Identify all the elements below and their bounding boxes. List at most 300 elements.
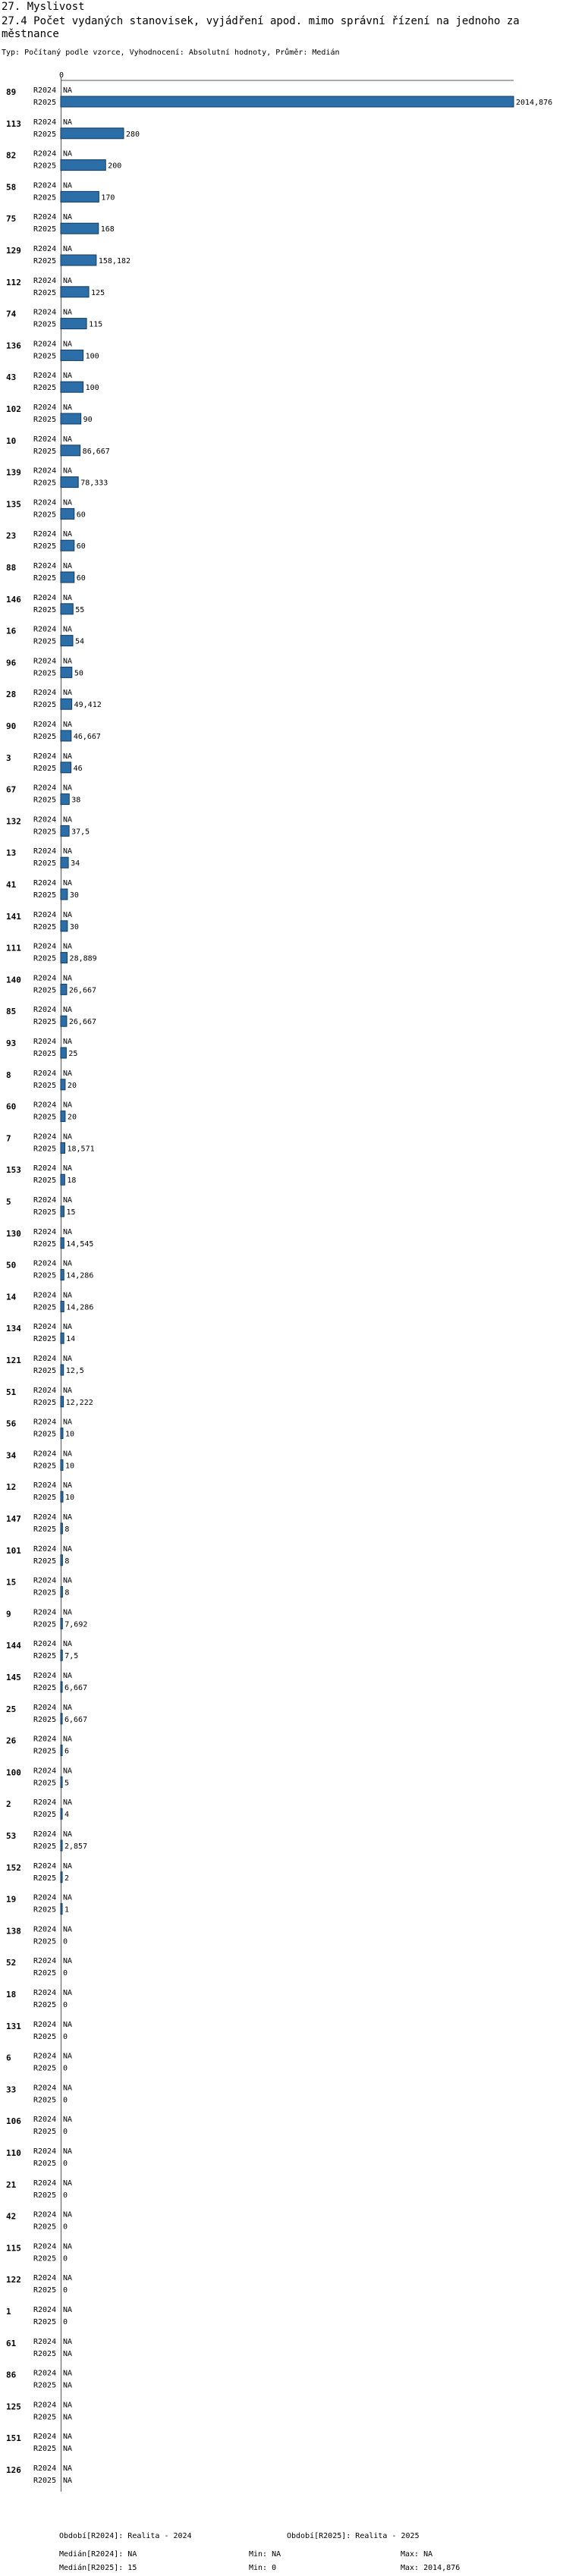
group-label: 153 xyxy=(6,1165,21,1176)
bar-value-label: 0 xyxy=(63,1969,68,1978)
bar-value-label: NA xyxy=(63,784,73,793)
group-label: 89 xyxy=(6,87,17,97)
series-label: R2025 xyxy=(33,922,57,931)
series-label: R2025 xyxy=(33,891,57,900)
series-label: R2025 xyxy=(33,1684,57,1692)
bar-value-label: NA xyxy=(63,1450,73,1459)
series-label: R2025 xyxy=(33,1905,57,1915)
bar-r2025 xyxy=(61,1428,63,1439)
bar-value-label: NA xyxy=(63,910,73,919)
group-label: 126 xyxy=(6,2465,21,2475)
series-label: R2024 xyxy=(33,910,57,919)
bar-value-label: 15 xyxy=(66,1208,76,1217)
series-label: R2025 xyxy=(33,288,57,297)
bar-value-label: NA xyxy=(63,1989,73,1997)
series-label: R2025 xyxy=(33,1588,57,1597)
series-label: R2025 xyxy=(33,2032,57,2041)
series-label: R2024 xyxy=(33,689,57,698)
footer-median-r2024: Medián[R2024]: NA xyxy=(59,2550,137,2559)
bar-r2025 xyxy=(61,1396,64,1407)
series-label: R2024 xyxy=(33,1418,57,1427)
bar-value-label: NA xyxy=(63,1291,73,1300)
series-label: R2025 xyxy=(33,1937,57,1946)
series-label: R2024 xyxy=(33,784,57,793)
series-label: R2025 xyxy=(33,1557,57,1566)
series-label: R2024 xyxy=(33,625,57,634)
group-label: 19 xyxy=(6,1894,17,1905)
bar-value-label: NA xyxy=(63,530,73,539)
group-label: 82 xyxy=(6,150,17,161)
series-label: R2025 xyxy=(33,2096,57,2105)
group-label: 41 xyxy=(6,880,17,890)
bar-value-label: NA xyxy=(63,815,73,825)
series-label: R2024 xyxy=(33,1735,57,1744)
series-label: R2025 xyxy=(33,986,57,995)
bar-value-label: NA xyxy=(63,593,73,602)
group-label: 33 xyxy=(6,2084,17,2095)
bar-value-label: 7,692 xyxy=(64,1620,88,1629)
series-label: R2025 xyxy=(33,2191,57,2200)
bar-r2025 xyxy=(61,1904,62,1915)
series-label: R2024 xyxy=(33,1957,57,1966)
series-label: R2025 xyxy=(33,416,57,424)
bar-value-label: 2 xyxy=(64,1874,70,1883)
series-label: R2025 xyxy=(33,1271,57,1280)
series-label: R2025 xyxy=(33,1050,57,1058)
bar-value-label: 20 xyxy=(67,1081,77,1090)
series-label: R2025 xyxy=(33,1715,57,1724)
bar-value-label: NA xyxy=(63,2349,73,2358)
bar-r2025 xyxy=(61,794,69,805)
group-label: 134 xyxy=(6,1324,21,1334)
bar-value-label: 14,545 xyxy=(66,1239,94,1249)
series-label: R2024 xyxy=(33,340,57,349)
bar-r2025 xyxy=(61,191,99,202)
bar-value-label: NA xyxy=(63,245,73,253)
group-label: 125 xyxy=(6,2402,21,2412)
series-label: R2024 xyxy=(33,276,57,285)
bar-value-label: NA xyxy=(63,372,73,381)
group-label: 110 xyxy=(6,2148,21,2158)
series-label: R2025 xyxy=(33,1811,57,1820)
bar-value-label: NA xyxy=(63,1006,73,1015)
series-label: R2024 xyxy=(33,404,57,412)
series-label: R2024 xyxy=(33,2116,57,2125)
bar-r2025 xyxy=(61,1682,62,1692)
group-label: 1 xyxy=(6,2307,11,2317)
group-label: 144 xyxy=(6,1641,21,1651)
series-label: R2024 xyxy=(33,2369,57,2378)
series-label: R2024 xyxy=(33,847,57,856)
bar-value-label: NA xyxy=(63,2433,73,2442)
bar-value-label: 0 xyxy=(63,2191,68,2200)
series-label: R2025 xyxy=(33,828,57,837)
bar-value-label: NA xyxy=(63,276,73,285)
series-label: R2025 xyxy=(33,796,57,805)
series-label: R2024 xyxy=(33,2052,57,2061)
series-label: R2024 xyxy=(33,1830,57,1839)
series-label: R2024 xyxy=(33,1450,57,1459)
series-label: R2025 xyxy=(33,574,57,583)
series-label: R2024 xyxy=(33,1608,57,1617)
bar-r2025 xyxy=(61,287,89,297)
bar-value-label: 8 xyxy=(64,1557,70,1566)
bar-r2025 xyxy=(61,1491,63,1502)
group-label: 75 xyxy=(6,214,17,225)
group-label: 50 xyxy=(6,1260,17,1271)
group-label: 122 xyxy=(6,2275,21,2285)
series-label: R2025 xyxy=(33,1525,57,1534)
bar-value-label: 55 xyxy=(75,605,85,614)
bar-value-label: 28,889 xyxy=(69,954,97,963)
bar-value-label: NA xyxy=(63,1861,73,1871)
bar-value-label: 60 xyxy=(76,542,86,551)
bar-value-label: NA xyxy=(63,1640,73,1649)
bar-value-label: NA xyxy=(63,404,73,412)
bar-value-label: NA xyxy=(63,2084,73,2093)
series-label: R2024 xyxy=(33,1925,57,1934)
footer-min-r2025: Min: 0 xyxy=(249,2564,277,2572)
bar-value-label: NA xyxy=(63,1925,73,1934)
series-label: R2025 xyxy=(33,1652,57,1661)
group-label: 111 xyxy=(6,943,21,953)
group-label: 129 xyxy=(6,246,21,256)
bar-value-label: NA xyxy=(63,2052,73,2061)
bar-value-label: 8 xyxy=(64,1525,70,1534)
series-label: R2025 xyxy=(33,1081,57,1090)
group-label: 113 xyxy=(6,118,21,129)
series-label: R2025 xyxy=(33,1113,57,1122)
series-label: R2024 xyxy=(33,1291,57,1300)
series-label: R2025 xyxy=(33,2349,57,2358)
series-label: R2024 xyxy=(33,1861,57,1871)
group-label: 85 xyxy=(6,1007,17,1017)
series-label: R2024 xyxy=(33,2464,57,2473)
group-label: 7 xyxy=(6,1133,11,1144)
group-label: 146 xyxy=(6,594,21,605)
bar-value-label: 0 xyxy=(63,2001,68,2009)
bar-r2025 xyxy=(61,1079,65,1090)
series-label: R2024 xyxy=(33,2433,57,2442)
group-label: 43 xyxy=(6,372,17,383)
bar-value-label: NA xyxy=(63,2306,73,2314)
series-label: R2024 xyxy=(33,815,57,825)
bar-value-label: NA xyxy=(63,689,73,698)
bar-r2025 xyxy=(61,730,71,741)
group-label: 106 xyxy=(6,2116,21,2127)
group-label: 26 xyxy=(6,1736,17,1746)
bar-value-label: 12,222 xyxy=(65,1398,93,1407)
group-label: 100 xyxy=(6,1767,21,1778)
bar-value-label: 90 xyxy=(83,416,93,424)
group-label: 136 xyxy=(6,341,21,351)
bar-r2025 xyxy=(61,1840,62,1851)
bar-value-label: NA xyxy=(63,1101,73,1110)
bar-value-label: NA xyxy=(63,752,73,761)
bar-value-label: 1 xyxy=(64,1905,70,1915)
bar-r2025 xyxy=(61,382,83,392)
group-label: 152 xyxy=(6,1862,21,1873)
bar-r2025 xyxy=(61,762,71,773)
series-label: R2024 xyxy=(33,1893,57,1902)
bar-value-label: 0 xyxy=(63,2254,68,2263)
bar-value-label: 14,286 xyxy=(66,1303,94,1312)
bar-value-label: NA xyxy=(63,657,73,666)
bar-value-label: NA xyxy=(63,498,73,507)
series-label: R2025 xyxy=(33,637,57,646)
bar-value-label: NA xyxy=(63,625,73,634)
series-label: R2025 xyxy=(33,2223,57,2232)
series-label: R2025 xyxy=(33,193,57,203)
series-label: R2024 xyxy=(33,181,57,190)
bar-value-label: NA xyxy=(63,118,73,127)
bar-r2025 xyxy=(61,1333,64,1343)
bar-value-label: 6,667 xyxy=(64,1684,88,1692)
bar-value-label: NA xyxy=(63,340,73,349)
series-label: R2025 xyxy=(33,542,57,551)
group-label: 28 xyxy=(6,690,17,700)
group-label: 86 xyxy=(6,2370,17,2380)
series-label: R2025 xyxy=(33,1494,57,1503)
series-label: R2024 xyxy=(33,1101,57,1110)
series-label: R2024 xyxy=(33,2210,57,2219)
group-label: 13 xyxy=(6,848,17,859)
bar-r2025 xyxy=(61,889,68,900)
bar-value-label: NA xyxy=(63,2369,73,2378)
footer-max-r2024: Max: NA xyxy=(401,2550,433,2559)
bar-value-label: 200 xyxy=(108,162,122,171)
bar-r2025 xyxy=(61,1745,62,1756)
series-label: R2025 xyxy=(33,2381,57,2390)
bar-value-label: 54 xyxy=(74,637,85,646)
series-label: R2025 xyxy=(33,1303,57,1312)
series-label: R2024 xyxy=(33,562,57,570)
group-label: 58 xyxy=(6,182,17,193)
series-label: R2024 xyxy=(33,1576,57,1585)
series-label: R2025 xyxy=(33,1145,57,1154)
bar-value-label: 18,571 xyxy=(67,1145,95,1154)
bar-value-label: 34 xyxy=(71,859,80,869)
group-label: 60 xyxy=(6,1101,17,1112)
bar-value-label: NA xyxy=(63,1544,73,1553)
bar-value-label: 125 xyxy=(91,288,105,297)
series-label: R2025 xyxy=(33,1969,57,1978)
bar-r2025 xyxy=(61,96,514,107)
bar-value-label: 7,5 xyxy=(64,1652,79,1661)
bar-value-label: 14,286 xyxy=(66,1271,94,1280)
series-label: R2024 xyxy=(33,1006,57,1015)
bar-r2025 xyxy=(61,1459,63,1470)
group-label: 140 xyxy=(6,975,21,985)
bar-r2025 xyxy=(61,350,83,360)
bar-r2025 xyxy=(61,1238,64,1249)
bar-value-label: NA xyxy=(63,847,73,856)
series-label: R2024 xyxy=(33,2084,57,2093)
bar-r2025 xyxy=(61,984,67,994)
series-label: R2024 xyxy=(33,1767,57,1776)
series-label: R2025 xyxy=(33,225,57,234)
bar-value-label: 78,333 xyxy=(80,479,108,488)
bar-value-label: 26,667 xyxy=(68,1018,97,1027)
series-label: R2024 xyxy=(33,308,57,317)
bar-value-label: 46,667 xyxy=(73,733,101,741)
bar-value-label: 20 xyxy=(67,1113,77,1122)
bar-value-label: NA xyxy=(63,942,73,951)
series-label: R2024 xyxy=(33,2242,57,2251)
group-label: 93 xyxy=(6,1038,17,1048)
series-label: R2024 xyxy=(33,752,57,761)
group-label: 115 xyxy=(6,2243,21,2254)
bar-value-label: 37,5 xyxy=(71,828,90,837)
bar-value-label: NA xyxy=(63,1957,73,1966)
series-label: R2024 xyxy=(33,1196,57,1205)
series-label: R2025 xyxy=(33,2254,57,2263)
bar-value-label: NA xyxy=(63,1767,73,1776)
bar-r2025 xyxy=(61,413,81,424)
bar-value-label: 60 xyxy=(76,510,86,520)
x-tick-label: 0 xyxy=(59,71,64,80)
bar-value-label: 50 xyxy=(74,669,83,678)
bar-value-label: NA xyxy=(63,213,73,222)
bar-r2025 xyxy=(61,445,80,456)
bar-value-label: 2014,876 xyxy=(516,99,553,107)
group-label: 53 xyxy=(6,1831,17,1841)
footer-median-r2025: Medián[R2025]: 15 xyxy=(59,2564,137,2572)
bar-r2025 xyxy=(61,667,72,677)
bar-r2025 xyxy=(61,477,78,488)
bar-value-label: NA xyxy=(63,2445,73,2454)
bar-r2025 xyxy=(61,921,68,931)
group-label: 18 xyxy=(6,1990,17,2000)
series-label: R2025 xyxy=(33,2413,57,2422)
footer-max-r2025: Max: 2014,876 xyxy=(401,2564,461,2572)
bar-r2025 xyxy=(61,1587,62,1597)
group-label: 52 xyxy=(6,1958,17,1968)
bar-r2025 xyxy=(61,857,68,868)
series-label: R2024 xyxy=(33,435,57,444)
group-label: 102 xyxy=(6,404,21,414)
bar-value-label: NA xyxy=(63,1418,73,1427)
series-label: R2024 xyxy=(33,467,57,476)
bar-r2025 xyxy=(61,255,96,265)
bar-value-label: 0 xyxy=(63,2032,68,2041)
bar-r2025 xyxy=(61,699,72,709)
bar-value-label: NA xyxy=(63,2020,73,2029)
group-label: 145 xyxy=(6,1673,21,1682)
bar-r2025 xyxy=(61,1872,62,1883)
series-label: R2024 xyxy=(33,1323,57,1332)
series-label: R2025 xyxy=(33,2445,57,2454)
bar-value-label: 0 xyxy=(63,2128,68,2137)
series-label: R2024 xyxy=(33,721,57,729)
bar-r2025 xyxy=(61,319,86,329)
bar-value-label: NA xyxy=(63,1386,73,1395)
bar-value-label: NA xyxy=(63,2381,73,2390)
group-label: 10 xyxy=(6,435,17,446)
bar-value-label: NA xyxy=(63,1481,73,1491)
group-label: 2 xyxy=(6,1799,11,1810)
series-label: R2024 xyxy=(33,1544,57,1553)
series-label: R2024 xyxy=(33,2306,57,2314)
bar-value-label: NA xyxy=(63,1608,73,1617)
series-label: R2025 xyxy=(33,2064,57,2073)
bar-value-label: NA xyxy=(63,1323,73,1332)
bar-r2025 xyxy=(61,825,69,836)
bar-r2025 xyxy=(61,1142,65,1153)
bar-value-label: NA xyxy=(63,2242,73,2251)
series-label: R2024 xyxy=(33,1164,57,1173)
series-label: R2025 xyxy=(33,1842,57,1851)
bar-value-label: NA xyxy=(63,2274,73,2283)
bar-value-label: 0 xyxy=(63,2064,68,2073)
group-label: 14 xyxy=(6,1292,17,1302)
bar-r2025 xyxy=(61,1523,62,1534)
bar-r2025 xyxy=(61,1270,64,1280)
bar-value-label: 6,667 xyxy=(64,1715,88,1724)
bar-value-label: 8 xyxy=(64,1588,70,1597)
series-label: R2025 xyxy=(33,1620,57,1629)
series-label: R2025 xyxy=(33,384,57,393)
bar-value-label: 49,412 xyxy=(74,701,102,710)
series-label: R2025 xyxy=(33,1398,57,1407)
bar-r2025 xyxy=(61,1301,64,1312)
bar-value-label: NA xyxy=(63,2147,73,2156)
series-label: R2024 xyxy=(33,974,57,983)
series-label: R2024 xyxy=(33,2274,57,2283)
series-label: R2025 xyxy=(33,2001,57,2009)
bar-value-label: NA xyxy=(63,86,73,95)
group-label: 130 xyxy=(6,1228,21,1239)
bar-value-label: NA xyxy=(63,181,73,190)
group-label: 151 xyxy=(6,2433,21,2444)
bar-value-label: 4 xyxy=(64,1811,70,1820)
series-label: R2025 xyxy=(33,2477,57,2485)
bar-value-label: 46 xyxy=(73,764,83,773)
group-label: 90 xyxy=(6,721,17,731)
chart-section-title: 27. Myslivost xyxy=(2,1,85,13)
bar-r2025 xyxy=(61,128,124,139)
bar-value-label: 38 xyxy=(71,796,81,805)
group-label: 132 xyxy=(6,816,21,827)
bar-value-label: 30 xyxy=(69,891,79,900)
series-label: R2024 xyxy=(33,2179,57,2188)
bar-value-label: NA xyxy=(63,1672,73,1680)
bar-r2025 xyxy=(61,1111,65,1122)
bar-value-label: 5 xyxy=(64,1779,70,1788)
series-label: R2025 xyxy=(33,1430,57,1439)
group-label: 56 xyxy=(6,1418,17,1429)
bar-value-label: 18 xyxy=(67,1176,77,1186)
series-label: R2025 xyxy=(33,1176,57,1186)
bar-value-label: NA xyxy=(63,879,73,887)
bar-r2025 xyxy=(61,1174,64,1185)
bar-value-label: NA xyxy=(63,1893,73,1902)
series-label: R2024 xyxy=(33,1069,57,1078)
series-label: R2024 xyxy=(33,1989,57,1997)
bar-value-label: NA xyxy=(63,1576,73,1585)
group-label: 5 xyxy=(6,1197,11,1207)
bar-r2025 xyxy=(61,636,73,646)
bar-value-label: NA xyxy=(63,2337,73,2346)
bar-r2025 xyxy=(61,572,74,583)
bar-value-label: NA xyxy=(63,1132,73,1142)
bar-value-label: NA xyxy=(63,2477,73,2485)
series-label: R2024 xyxy=(33,2401,57,2410)
bar-r2025 xyxy=(61,1048,66,1058)
series-label: R2025 xyxy=(33,257,57,265)
bar-value-label: 30 xyxy=(69,922,79,931)
bar-r2025 xyxy=(61,953,68,963)
